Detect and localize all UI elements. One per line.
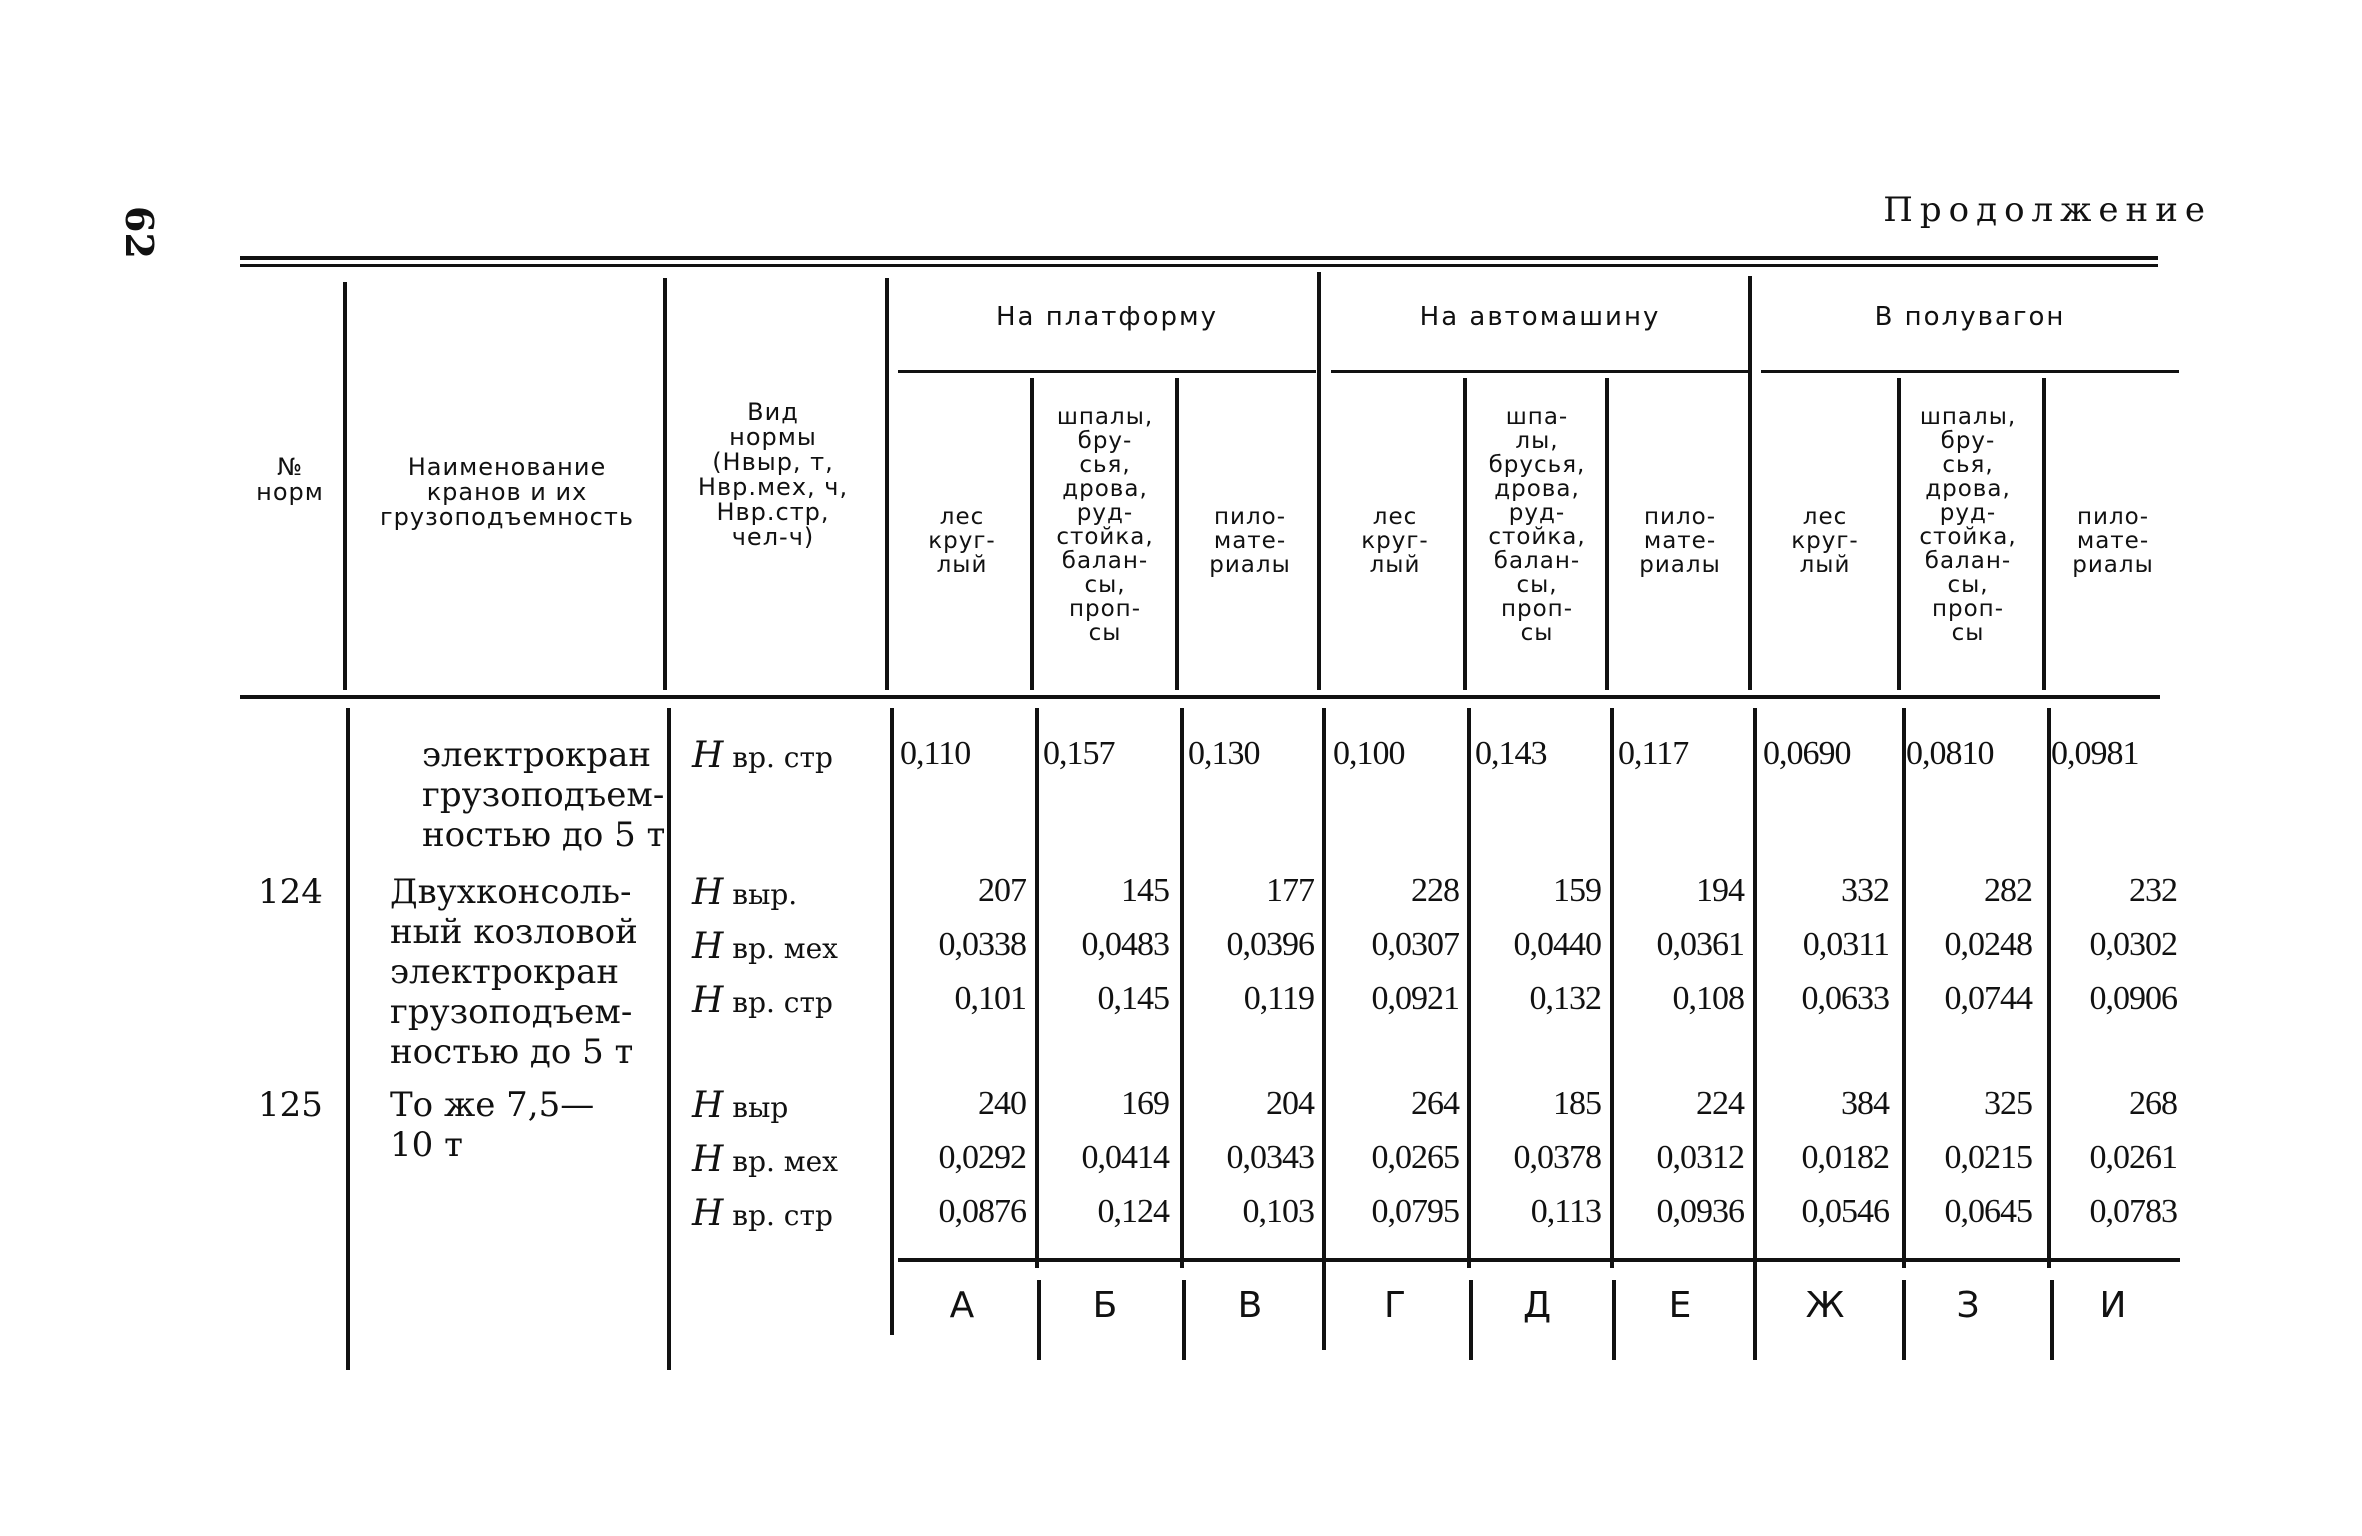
value-cell: 159 (1553, 872, 1601, 909)
norm-letter: Н (692, 735, 724, 776)
value-cell: 204 (1266, 1085, 1314, 1122)
value-cell: 0,0744 (1944, 980, 2032, 1017)
table-vertical-rule (890, 708, 894, 1335)
norm-subscript: вр. мех (723, 932, 838, 965)
table-vertical-rule (1037, 1280, 1041, 1360)
row-norm-type (692, 926, 838, 967)
value-cell: 264 (1411, 1085, 1459, 1122)
sub-header: шпа- лы, брусья, дрова, руд- стойка, балан- сы, проп- сы (1488, 404, 1586, 646)
value-cell: 0,101 (954, 980, 1026, 1017)
group-underline (1331, 370, 1749, 373)
value-cell: 0,145 (1097, 980, 1169, 1017)
sub-header: пило- мате- риалы (1639, 504, 1721, 578)
value-cell: 0,0311 (1802, 926, 1889, 963)
sub-header: шпалы, бру- сья, дрова, руд- стойка, балан- сы, проп- сы (1919, 404, 2017, 646)
value-cell: 0,130 (1188, 735, 1260, 772)
row-norm-type (692, 1085, 788, 1126)
table-vertical-rule (667, 708, 671, 1370)
value-cell: 0,0302 (2089, 926, 2177, 963)
value-cell: 0,132 (1529, 980, 1601, 1017)
norm-subscript: выр (723, 1091, 789, 1124)
header-norm-kind: Вид нормы (Нвыр, т, Нвр.мех, ч, Нвр.стр, чел-ч) (697, 398, 849, 551)
table-vertical-rule (1897, 378, 1901, 690)
value-cell: 0,0546 (1801, 1193, 1889, 1230)
column-letter: З (1956, 1285, 1980, 1326)
page-number: 62 (117, 206, 162, 259)
value-cell: 0,0906 (2089, 980, 2177, 1017)
value-cell: 0,117 (1618, 735, 1689, 772)
table-vertical-rule (1175, 378, 1179, 690)
value-cell: 0,0343 (1226, 1139, 1314, 1176)
norm-subscript: вр. стр (723, 1199, 833, 1232)
table-vertical-rule (1180, 708, 1184, 1268)
value-cell: 0,0378 (1513, 1139, 1601, 1176)
table-vertical-rule (2047, 708, 2051, 1268)
value-cell: 0,0215 (1944, 1139, 2032, 1176)
column-letters-rule (898, 1258, 2180, 1262)
row-norm-type (692, 1193, 833, 1234)
table-vertical-rule (1902, 708, 1906, 1268)
value-cell: 0,0182 (1801, 1139, 1889, 1176)
value-cell: 177 (1266, 872, 1314, 909)
group-underline (898, 370, 1316, 373)
row-norm-type (692, 1139, 838, 1180)
value-cell: 224 (1696, 1085, 1744, 1122)
sub-header: лес круг- лый (1791, 504, 1859, 578)
table-vertical-rule (1035, 708, 1039, 1268)
table-vertical-rule (1605, 378, 1609, 690)
value-cell: 384 (1841, 1085, 1889, 1122)
row-norm-type (692, 735, 833, 776)
value-cell: 0,0292 (938, 1139, 1026, 1176)
table-vertical-rule (1030, 378, 1034, 690)
value-cell: 0,0248 (1944, 926, 2032, 963)
top-rule (240, 256, 2158, 260)
value-cell: 0,0921 (1371, 980, 1459, 1017)
value-cell: 0,0307 (1371, 926, 1459, 963)
value-cell: 145 (1121, 872, 1169, 909)
row-crane-name: Двухконсоль- ный козловой электрокран грузоподъем- ностью до 5 т (390, 872, 638, 1072)
value-cell: 0,0810 (1906, 735, 1994, 772)
value-cell: 0,0690 (1763, 735, 1851, 772)
table-vertical-rule (885, 278, 889, 690)
value-cell: 0,0783 (2089, 1193, 2177, 1230)
value-cell: 232 (2129, 872, 2177, 909)
value-cell: 0,124 (1097, 1193, 1169, 1230)
norm-letter: Н (692, 1085, 724, 1126)
norm-subscript: вр. мех (723, 1145, 838, 1178)
value-cell: 207 (978, 872, 1026, 909)
table-vertical-rule (346, 708, 350, 1370)
row-crane-name: То же 7,5— 10 т (390, 1085, 595, 1165)
table-vertical-rule (1610, 708, 1614, 1268)
row-norm-number: 124 (258, 872, 323, 912)
value-cell: 0,0338 (938, 926, 1026, 963)
value-cell: 0,0645 (1944, 1193, 2032, 1230)
value-cell: 0,100 (1333, 735, 1405, 772)
value-cell: 0,0361 (1656, 926, 1744, 963)
norm-letter: Н (692, 872, 724, 913)
value-cell: 0,157 (1043, 735, 1115, 772)
table-vertical-rule (1902, 1280, 1906, 1360)
value-cell: 0,0633 (1801, 980, 1889, 1017)
value-cell: 0,0440 (1513, 926, 1601, 963)
value-cell: 194 (1696, 872, 1744, 909)
column-letter: Ж (1805, 1285, 1845, 1326)
group-header: На платформу (995, 302, 1219, 332)
table-vertical-rule (1469, 1280, 1473, 1360)
sub-header: лес круг- лый (1361, 504, 1429, 578)
table-vertical-rule (1322, 708, 1326, 1350)
value-cell: 0,110 (900, 735, 971, 772)
value-cell: 0,0265 (1371, 1139, 1459, 1176)
group-underline (1761, 370, 2179, 373)
row-crane-name: электрокран грузоподъем- ностью до 5 т (422, 735, 666, 855)
value-cell: 0,108 (1672, 980, 1744, 1017)
sub-header: пило- мате- риалы (1209, 504, 1291, 578)
table-vertical-rule (2050, 1280, 2054, 1360)
value-cell: 282 (1984, 872, 2032, 909)
value-cell: 0,0795 (1371, 1193, 1459, 1230)
column-letter: Г (1384, 1285, 1406, 1326)
sub-header: шпалы, бру- сья, дрова, руд- стойка, балан- сы, проп- сы (1056, 404, 1154, 646)
table-vertical-rule (663, 278, 667, 690)
value-cell: 332 (1841, 872, 1889, 909)
value-cell: 0,0414 (1081, 1139, 1169, 1176)
value-cell: 0,0483 (1081, 926, 1169, 963)
value-cell: 240 (978, 1085, 1026, 1122)
column-letter: Е (1668, 1285, 1692, 1326)
table-vertical-rule (1753, 708, 1757, 1360)
column-letter: Б (1092, 1285, 1118, 1326)
table-vertical-rule (1467, 708, 1471, 1268)
value-cell: 0,0876 (938, 1193, 1026, 1230)
header-norm-number: № норм (256, 453, 324, 506)
table-vertical-rule (1612, 1280, 1616, 1360)
norm-letter: Н (692, 1193, 724, 1234)
value-cell: 268 (2129, 1085, 2177, 1122)
norm-subscript: вр. стр (723, 986, 833, 1019)
value-cell: 185 (1553, 1085, 1601, 1122)
continuation-label: Продолжение (1883, 190, 2212, 230)
value-cell: 0,113 (1530, 1193, 1601, 1230)
value-cell: 0,119 (1243, 980, 1314, 1017)
row-norm-type (692, 980, 833, 1021)
value-cell: 0,103 (1242, 1193, 1314, 1230)
value-cell: 0,0396 (1226, 926, 1314, 963)
norm-subscript: выр. (723, 878, 798, 911)
value-cell: 0,0981 (2051, 735, 2139, 772)
group-header: На автомашину (1419, 302, 1661, 332)
sub-header: лес круг- лый (928, 504, 996, 578)
row-norm-number: 125 (258, 1085, 323, 1125)
norm-letter: Н (692, 1139, 724, 1180)
table-vertical-rule (1748, 276, 1752, 690)
column-letter: И (2099, 1285, 2127, 1326)
header-bottom-rule (240, 695, 2160, 699)
column-letter: Д (1522, 1285, 1552, 1326)
table-vertical-rule (1182, 1280, 1186, 1360)
value-cell: 0,0261 (2089, 1139, 2177, 1176)
value-cell: 228 (1411, 872, 1459, 909)
row-norm-type (692, 872, 797, 913)
sub-header: пило- мате- риалы (2072, 504, 2154, 578)
value-cell: 169 (1121, 1085, 1169, 1122)
value-cell: 0,143 (1475, 735, 1547, 772)
value-cell: 0,0936 (1656, 1193, 1744, 1230)
value-cell: 0,0312 (1656, 1139, 1744, 1176)
norm-letter: Н (692, 980, 724, 1021)
table-vertical-rule (1463, 378, 1467, 690)
column-letter: В (1237, 1285, 1263, 1326)
norm-letter: Н (692, 926, 724, 967)
table-vertical-rule (1317, 272, 1321, 690)
table-vertical-rule (2042, 378, 2046, 690)
table-vertical-rule (343, 282, 347, 690)
norm-subscript: вр. стр (723, 741, 833, 774)
value-cell: 325 (1984, 1085, 2032, 1122)
header-crane-name: Наименование кранов и их грузоподъемность (380, 453, 634, 531)
top-rule-inner (240, 264, 2158, 267)
column-letter: А (949, 1285, 975, 1326)
group-header: В полувагон (1874, 302, 2066, 332)
